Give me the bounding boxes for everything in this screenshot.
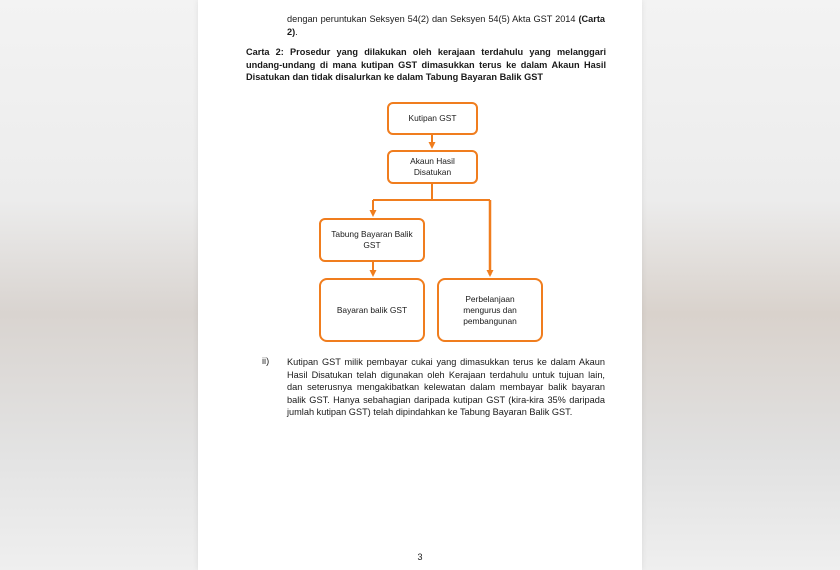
- label-perbelanjaan-line1: Perbelanjaan: [465, 293, 515, 304]
- label-akaun-hasil: [388, 151, 477, 183]
- label-bayaran-balik-text: Bayaran balik GST: [336, 304, 408, 315]
- intro-chart-reference: (Carta 2): [287, 14, 605, 37]
- intro-text: dengan peruntukan Seksyen 54(2) dan Seksyen 54(5) Akta GST 2014: [287, 14, 576, 24]
- label-bayaran-balik: [320, 279, 424, 341]
- background-left: [0, 0, 198, 570]
- chart-caption: Carta 2: Prosedur yang dilakukan oleh kerajaan terdahulu yang melanggari undang-undang di mana kutipan GST dimasukkan terus ke dalam Akaun Hasil Disatukan dan tidak disalurkan ke dalam Tabung Bayaran Balik GST: [246, 47, 606, 82]
- label-kutipan-gst: [388, 103, 477, 134]
- item-paragraph: Kutipan GST milik pembayar cukai yang dimasukkan terus ke dalam Akaun Hasil Disatukan telah digunakan oleh Kerajaan terdahulu untuk tujuan lain, dan seterusnya mengakibatkan kelewatan dalam membayar balik bayaran balik GST. Hanya sebahagian daripada kutipan GST (kira-kira 35% daripada jumlah kutipan GST) telah dipindahkan ke Tabung Bayaran Balik GST.: [287, 357, 605, 417]
- document-page: [198, 0, 642, 570]
- page-number: 3: [417, 552, 423, 562]
- label-perbelanjaan-line3: pembangunan: [463, 315, 517, 326]
- label-tabung-line2: GST: [363, 240, 381, 250]
- intro-suffix: .: [295, 26, 298, 37]
- label-tabung-bayaran: [320, 219, 424, 261]
- label-perbelanjaan: [438, 279, 542, 341]
- label-kutipan-gst-text: Kutipan GST: [408, 113, 457, 123]
- label-tabung-line1: Tabung Bayaran Balik: [331, 229, 413, 239]
- background-right: [642, 0, 840, 570]
- label-perbelanjaan-line2: mengurus dan: [463, 304, 517, 315]
- label-akaun-hasil-line2: Disatukan: [413, 167, 452, 177]
- label-akaun-hasil-line1: Akaun Hasil: [410, 156, 455, 166]
- item-number: ii): [262, 356, 270, 366]
